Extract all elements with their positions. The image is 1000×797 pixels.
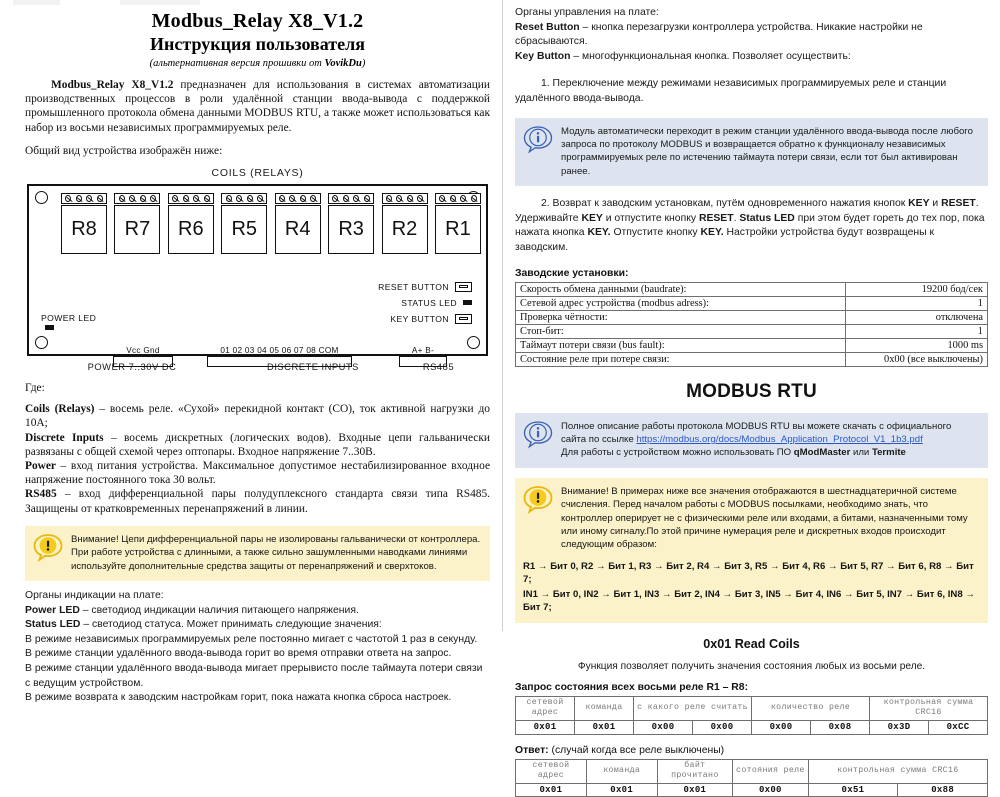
- def-term-inputs: Discrete Inputs: [25, 431, 104, 444]
- item2-key-1: KEY: [908, 198, 930, 210]
- coils-relays-label: COILS (RELAYS): [211, 167, 304, 180]
- rs485-terminal-group: [399, 346, 447, 367]
- caption-rs485: RS485: [422, 361, 455, 373]
- page-subtitle: Инструкция пользователя: [150, 34, 365, 54]
- key-button-icon: [455, 314, 472, 324]
- relay-terminal-strip: [114, 193, 160, 204]
- col-header-command: команда: [575, 696, 634, 720]
- col-header-coil-count: количество реле: [752, 696, 870, 720]
- info-bubble-icon: [523, 125, 553, 153]
- item2-key-3: KEY.: [587, 227, 611, 239]
- warning-bubble-icon: [523, 485, 553, 513]
- reset-button-def: [515, 21, 988, 50]
- def-text-rs485: – вход дифференциальной пары полудуплексного стандарта связи типа RS485. Защищены от кратковременных перенапряжений в линии.: [25, 488, 490, 515]
- software-qmodmaster: qModMaster: [793, 447, 851, 459]
- setting-key: Стоп-бит:: [516, 324, 846, 338]
- setting-value: 19200 бод/сек: [846, 282, 988, 296]
- power-led-def: [25, 604, 490, 619]
- intro-product-name: Modbus_Relay X8_V1.2: [51, 79, 174, 91]
- cell-value: 0x00: [693, 721, 752, 735]
- setting-key: Скорость обмена данными (baudrate):: [516, 282, 846, 296]
- controls-title: Органы управления на плате:: [515, 7, 659, 18]
- item2-key-4: KEY.: [700, 227, 724, 239]
- item2-p8: .: [733, 212, 740, 224]
- cell-value: 0x01: [575, 721, 634, 735]
- intro-body: предназначен для использования в системах автоматизации производственных процессов в роли удалённой станции ввода-вывода с поддержкой промышленного протокола обмена данными MODBUS RTU, а также может использоваться как набор из восьми независимых программируемых реле.: [25, 79, 490, 134]
- status-line-3: В режиме станции удалённого ввода-вывода мигает прерывисто после таймаута потери связи с ведущим устройством.: [25, 663, 483, 689]
- cell-value: 0x01: [516, 783, 587, 797]
- board-controls-legend: [378, 281, 478, 329]
- status-line-4: В режиме возврата к заводским настройкам горит, пока нажата кнопка сброса настроек.: [25, 692, 452, 704]
- page-left-margin: [0, 0, 13, 631]
- relay-label: R1: [435, 205, 481, 254]
- setting-value: 1: [846, 296, 988, 310]
- item2-status-led: Status LED: [739, 212, 795, 224]
- function-description: Функция позволяет получить значения состояния любых из восьми реле.: [577, 660, 926, 672]
- warning-hex-text: Внимание! В примерах ниже все значения отображаются в шестнадцатеричной системе счисления. Перед началом работы с MODBUS посылками, необходимо знать, что контроллер оперирует не с физическими реле или входами, а битами, назначенными тому или иному сигналу.По этой причине нумерация реле и дискретных входов происходит следующим образом:: [561, 485, 968, 551]
- power-terminal-strip: [113, 356, 173, 367]
- status-led-legend-label: STATUS LED: [401, 297, 457, 308]
- cell-value: 0xCC: [929, 721, 988, 735]
- relay-label: R8: [61, 205, 107, 254]
- cell-value: 0x00: [752, 721, 811, 735]
- byline-suffix: ): [361, 58, 366, 69]
- overview-line: Общий вид устройства изображён ниже:: [25, 144, 223, 157]
- cell-value: 0x01: [657, 783, 733, 797]
- status-led-legend: [378, 297, 478, 308]
- relay-block: [221, 193, 267, 254]
- definitions-list: [25, 402, 490, 516]
- power-led-text: – светодиод индикации наличия питающего напряжения.: [79, 604, 359, 616]
- setting-value: 1000 ms: [846, 338, 988, 352]
- setting-key: Сетевой адрес устройства (modbus adress):: [516, 296, 846, 310]
- setting-key: Проверка чётности:: [516, 310, 846, 324]
- caption-power: POWER 7..30V DC: [87, 361, 177, 373]
- table-header-row: [516, 759, 988, 783]
- info-modbus-text: [561, 420, 979, 460]
- bits-mapping-relays: R1 → Бит 0, R2 → Бит 1, R3 → Бит 2, R4 → Бит 3, R5 → Бит 4, R6 → Бит 5, R7 → Бит 6, R8 → Бит 7;: [523, 560, 974, 586]
- key-function-item-2: [515, 197, 988, 255]
- reset-button-text: – кнопка перезагрузки контроллера устройства. Никакие настройки не сбрасываются.: [515, 21, 923, 48]
- request-frame-table: [515, 696, 988, 735]
- relay-terminal-strip: [435, 193, 481, 204]
- col-header-crc: контрольная сумма CRC16: [870, 696, 988, 720]
- cell-value: 0x3D: [870, 721, 929, 735]
- modbus-spec-link[interactable]: https://modbus.org/docs/Modbus_Application_Protocol_V1_1b3.pdf: [636, 433, 923, 445]
- col-header-crc: контрольная сумма CRC16: [808, 759, 987, 783]
- relay-block: [114, 193, 160, 254]
- inputs-numbers-label: 01 02 03 04 05 06 07 08 COM: [220, 346, 339, 356]
- power-led-legend-label: POWER LED: [41, 313, 97, 324]
- cell-value: 0x01: [516, 721, 575, 735]
- setting-value: 0x00 (все выключены): [846, 352, 988, 366]
- page-byline: [25, 58, 490, 69]
- byline-prefix: (альтернативная версия прошивки от: [149, 58, 325, 69]
- bits-mapping-inputs: IN1 → Бит 0, IN2 → Бит 1, IN3 → Бит 2, IN4 → Бит 3, IN5 → Бит 4, IN6 → Бит 5, IN7 → Бит 6, IN8 → Бит 7;: [523, 588, 975, 614]
- power-led-legend: [41, 313, 96, 330]
- col-header-start-coil: с какого реле считать: [634, 696, 752, 720]
- status-line-2: В режиме станции удалённого ввода-вывода горит во время отправки ответа на запрос.: [25, 648, 452, 660]
- table-row: [516, 282, 988, 296]
- table-row: [516, 310, 988, 324]
- setting-value: отключена: [846, 310, 988, 324]
- def-text-power: – вход питания устройства. Максимальное допустимое нестабилизированное входное напряжение постоянного тока 30 вольт.: [25, 460, 490, 487]
- status-led-def: [25, 618, 490, 633]
- page-title: Modbus_Relay X8_V1.2: [151, 10, 364, 32]
- item2-p10: при этом будет гореть до тех пор, пока нажата кнопка: [515, 212, 985, 239]
- item2-p2: и: [929, 198, 942, 210]
- item2-p4: . Удерживайте: [515, 198, 979, 224]
- def-term-coils: Coils (Relays): [25, 403, 95, 416]
- relay-label: R6: [168, 205, 214, 254]
- relay-block: [61, 193, 107, 254]
- info-callout-auto-mode: [515, 118, 988, 187]
- where-label: Где:: [25, 382, 45, 395]
- reset-button-legend-label: RESET BUTTON: [378, 281, 449, 292]
- power-led-icon: [45, 325, 54, 330]
- status-line-1: В режиме независимых программируемых реле постоянно мигает с частотой 1 раз в секунду.: [25, 633, 478, 645]
- relay-label: R4: [275, 205, 321, 254]
- status-led-term: Status LED: [25, 619, 81, 631]
- inputs-terminal-group: [207, 346, 352, 367]
- col-header-address: сетевой адрес: [516, 759, 587, 783]
- item2-reset-1: RESET: [941, 198, 976, 210]
- modbus-rtu-heading: MODBUS RTU: [686, 380, 817, 402]
- warning-callout-text: Внимание! Цепи дифференциальной пары не изолированы гальванически от контроллера. При работе устройства с длинными, а также сильно зашумленными наводками линиями используйте дополнительные средства защиты от перенапряжений и сверхтоков.: [71, 533, 481, 572]
- screw-hole-bottom-left: [35, 336, 48, 349]
- relay-terminal-strip: [328, 193, 374, 204]
- cell-value: 0x00: [733, 783, 809, 797]
- function-heading-read-coils: 0x01 Read Coils: [703, 636, 800, 651]
- key-button-def: [515, 50, 988, 65]
- item2-key-2: KEY: [581, 212, 603, 224]
- setting-key: Состояние реле при потере связи:: [516, 352, 846, 366]
- col-header-byte-count: байт прочитано: [657, 759, 733, 783]
- table-row: [516, 296, 988, 310]
- warning-bubble-icon: [33, 533, 63, 561]
- cell-value: 0x51: [808, 783, 898, 797]
- response-title-bold: Ответ:: [515, 744, 549, 756]
- device-diagram: [27, 184, 488, 356]
- def-text-inputs: – восемь дискретных (логических водов). Входные цепи гальванически развязаны с общей схемой через оптопары. Входное напряжение 7..30В.: [25, 431, 490, 458]
- inputs-terminal-strip: [207, 356, 352, 367]
- key-button-term: Key Button: [515, 50, 571, 62]
- warning-callout-differential-pair: [25, 526, 490, 581]
- info-modbus-line1: Полное описание работы протокола MODBUS RTU вы можете скачать с официального сайта по ссылке: [561, 420, 952, 445]
- warning-callout-hex: [515, 478, 988, 623]
- key-button-text: – многофункциональная кнопка. Позволяет осуществить:: [570, 50, 851, 62]
- power-led-term: Power LED: [25, 604, 80, 616]
- info-modbus-line2b: или: [850, 447, 872, 459]
- item2-p6: и отпустите кнопку: [602, 212, 699, 224]
- intro-paragraph: [25, 78, 490, 135]
- reset-button-legend: [378, 281, 478, 292]
- relay-terminal-strip: [382, 193, 428, 204]
- table-row: [516, 721, 988, 735]
- power-terminal-group: [113, 346, 173, 367]
- vcc-gnd-label: Vcc Gnd: [126, 346, 160, 356]
- table-row: [516, 338, 988, 352]
- item2-p12: Отпустите кнопку: [610, 227, 701, 239]
- item2-p14: Настройки устройства будут возвращены к заводским.: [515, 227, 934, 253]
- relay-label: R5: [221, 205, 267, 254]
- indicators-title: Органы индикации на плате:: [25, 590, 164, 602]
- relay-terminal-strip: [221, 193, 267, 204]
- key-button-legend: [378, 313, 478, 324]
- relay-block: [435, 193, 481, 254]
- relay-terminal-strip: [275, 193, 321, 204]
- response-title-normal: (случай когда все реле выключены): [548, 744, 725, 756]
- setting-value: 1: [846, 324, 988, 338]
- col-header-coil-states: сотояния реле: [733, 759, 809, 783]
- relay-block: [328, 193, 374, 254]
- key-function-item-1: 1. Переключение между режимами независимых программируемых реле и станции удалённого ввода-вывода.: [515, 78, 947, 104]
- table-row: [516, 352, 988, 366]
- relay-terminal-strip: [61, 193, 107, 204]
- col-header-address: сетевой адрес: [516, 696, 575, 720]
- byline-author: VovikDu: [324, 58, 362, 69]
- def-term-power: Power: [25, 460, 56, 473]
- response-table-title: [515, 745, 988, 756]
- left-column: [13, 0, 502, 706]
- def-term-rs485: RS485: [25, 488, 57, 501]
- relay-label: R7: [114, 205, 160, 254]
- status-led-text: – светодиод статуса. Может принимать следующие значения:: [80, 619, 382, 631]
- table-row: [516, 783, 988, 797]
- reset-button-icon: [455, 282, 472, 292]
- status-led-icon: [463, 300, 472, 305]
- rs485-terminals-label: A+ B-: [411, 346, 435, 356]
- cell-value: 0x88: [898, 783, 988, 797]
- info-bubble-icon: [523, 420, 553, 448]
- factory-settings-title: Заводские установки:: [515, 267, 629, 279]
- caption-inputs: DISCRETE INPUTS: [267, 361, 359, 373]
- right-column: [503, 0, 1000, 797]
- item2-p0: 2. Возврат к заводским установкам, путём одновременного нажатия кнопок: [541, 198, 909, 210]
- screw-hole-top-left: [35, 191, 48, 204]
- relay-label: R3: [328, 205, 374, 254]
- item2-reset-2: RESET: [698, 212, 734, 224]
- software-termite: Termite: [871, 447, 906, 459]
- col-header-command: команда: [586, 759, 657, 783]
- reset-button-term: Reset Button: [515, 21, 580, 33]
- response-frame-table: [515, 759, 988, 797]
- relay-block: [275, 193, 321, 254]
- cell-value: 0x01: [586, 783, 657, 797]
- relay-terminal-strip: [168, 193, 214, 204]
- info-callout-modbus-docs: [515, 413, 988, 468]
- key-button-legend-label: KEY BUTTON: [390, 313, 449, 324]
- setting-key: Таймаут потери связи (bus fault):: [516, 338, 846, 352]
- info-modbus-line2a: Для работы с устройством можно использовать ПО: [561, 447, 794, 459]
- relay-label: R2: [382, 205, 428, 254]
- table-header-row: [516, 696, 988, 720]
- cell-value: 0x00: [634, 721, 693, 735]
- screw-hole-bottom-right: [467, 336, 480, 349]
- relay-row: [61, 193, 481, 254]
- table-row: [516, 324, 988, 338]
- cell-value: 0x08: [811, 721, 870, 735]
- indicators-section: [25, 589, 490, 706]
- request-table-title: Запрос состояния всех восьми реле R1 – R8:: [515, 681, 749, 693]
- relay-block: [168, 193, 214, 254]
- factory-settings-table: [515, 282, 988, 367]
- info-callout-text: Модуль автоматически переходит в режим станции удалённого ввода-вывода после любого запроса по протоколу MODBUS и возвращается обратно к функционалу независимых программируемых реле по истечению таймаута потери связи, если тот был активирован ранее.: [561, 125, 973, 177]
- relay-block: [382, 193, 428, 254]
- def-text-coils: – восемь реле. «Сухой» перекидной контакт (CO), ток активной нагрузки до 10А;: [25, 403, 490, 430]
- rs485-terminal-strip: [399, 356, 447, 367]
